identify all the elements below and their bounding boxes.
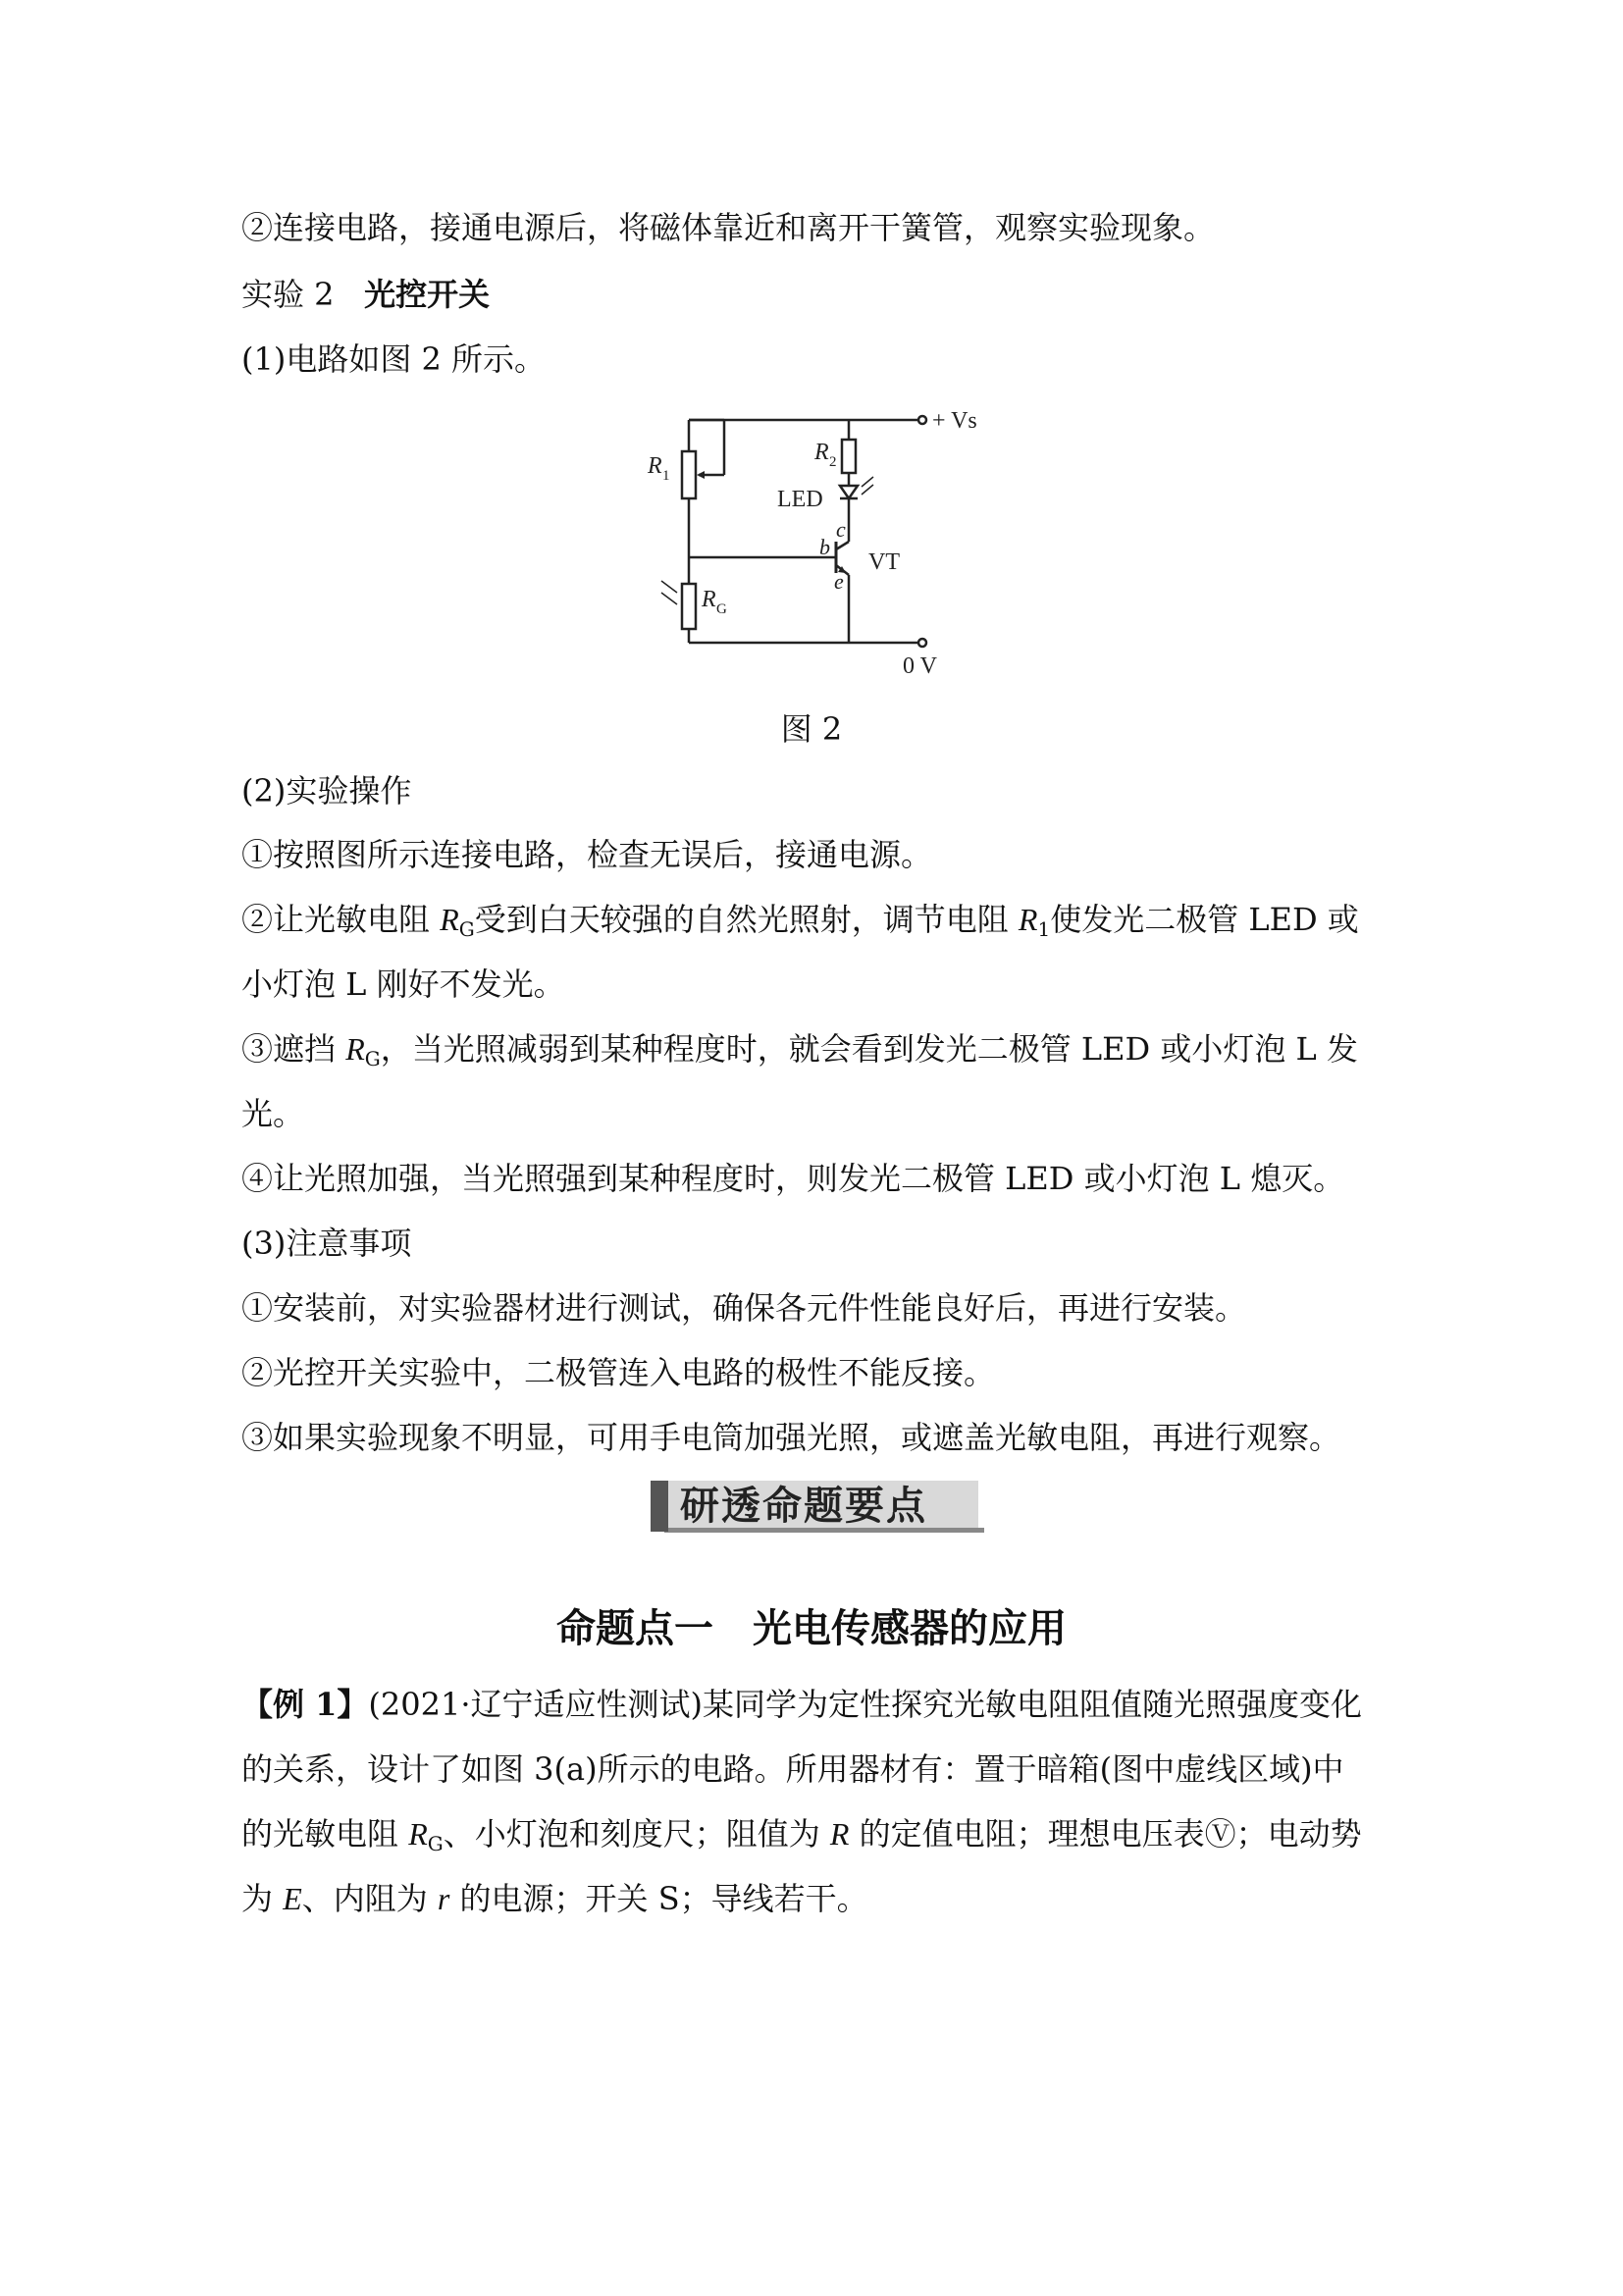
symbol: R (408, 1816, 428, 1852)
subscript: G (364, 1047, 381, 1070)
operation-2-line1 (241, 900, 1359, 949)
collector-label: c (836, 517, 846, 542)
step-1: (1)电路如图 2 所示。 (241, 340, 547, 378)
example-line-1 (241, 1685, 1362, 1724)
r2-resistor (842, 440, 856, 473)
r1-resistor (682, 451, 696, 498)
subscript: G (427, 1832, 444, 1855)
rg-resistor (682, 584, 696, 629)
r1-label: R (648, 453, 662, 479)
section-banner (651, 1477, 979, 1536)
vs-label: + Vs (932, 408, 977, 434)
operation-3-line2: 光。 (241, 1095, 305, 1132)
example-line-2: 的关系，设计了如图 3(a)所示的电路。所用器材有：置于暗箱(图中虚线区域)中 (241, 1750, 1344, 1788)
step-2: (2)实验操作 (241, 772, 412, 809)
led-symbol (840, 486, 858, 498)
operation-2-line2: 小灯泡 L 刚好不发光。 (241, 965, 565, 1003)
example-line-4 (241, 1879, 868, 1918)
banner-bar (651, 1481, 668, 1532)
note-1: ①安装前，对实验器材进行测试，确保各元件性能良好后，再进行安装。 (241, 1289, 1247, 1327)
zero-terminal (918, 639, 926, 647)
note-2: ②光控开关实验中，二极管连入电路的极性不能反接。 (241, 1354, 996, 1391)
rg-label: R (702, 587, 716, 612)
vs-terminal (918, 416, 926, 424)
r1-subscript: 1 (662, 468, 670, 484)
example-line-3 (241, 1814, 1362, 1863)
led-label: LED (777, 487, 823, 512)
operation-4: ④让光照加强，当光照强到某种程度时，则发光二极管 LED 或小灯泡 L 熄灭。 (241, 1160, 1345, 1197)
experiment-title: 光控开关 (364, 276, 491, 313)
symbol: r (437, 1881, 450, 1916)
text: 的定值电阻；理想电压表Ⓥ；电动势 (849, 1815, 1362, 1852)
circuit-diagram (628, 392, 1001, 687)
symbol: R (1018, 902, 1038, 937)
text: ，当光照减弱到某种程度时，就会看到发光二极管 LED 或小灯泡 L 发 (380, 1030, 1358, 1068)
rg-subscript: G (716, 601, 727, 617)
text: 、内阻为 (301, 1880, 438, 1917)
symbol: R (345, 1031, 365, 1067)
subscript: G (458, 917, 475, 941)
r2-subscript: 2 (829, 454, 837, 470)
base-label: b (819, 535, 830, 559)
zero-label: 0 V (903, 653, 937, 679)
step-3: (3)注意事项 (241, 1225, 412, 1262)
experiment-label: 实验 2 (241, 276, 335, 313)
text: 、小灯泡和刻度尺；阻值为 (443, 1815, 830, 1852)
symbol: R (829, 1816, 850, 1852)
text: ②让光敏电阻 (241, 901, 441, 938)
operation-1: ①按照图所示连接电路，检查无误后，接通电源。 (241, 836, 933, 873)
text: 为 (241, 1880, 284, 1917)
example-tag: 【例 1】 (241, 1686, 369, 1723)
banner-title: 研透命题要点 (680, 1484, 927, 1529)
paragraph-step-2: ②连接电路，接通电源后，将磁体靠近和离开干簧管，观察实验现象。 (241, 209, 1216, 246)
text: 受到白天较强的自然光照射，调节电阻 (474, 901, 1019, 938)
symbol: R (440, 902, 459, 937)
text: 的电源；开关 S；导线若干。 (449, 1880, 868, 1917)
text: (2021·辽宁适应性测试)某同学为定性探究光敏电阻阻值随光照强度变化 (368, 1686, 1363, 1723)
figure-caption: 图 2 (780, 710, 843, 748)
experiment-2-heading (241, 275, 490, 314)
r2-label: R (814, 440, 829, 465)
emitter-label: e (834, 569, 844, 594)
section-heading: 命题点一 光电传感器的应用 (556, 1605, 1067, 1651)
vt-label: VT (868, 549, 900, 575)
text: 使发光二极管 LED 或 (1050, 901, 1359, 938)
text: ③遮挡 (241, 1030, 346, 1068)
symbol: E (283, 1881, 302, 1916)
subscript: 1 (1037, 917, 1051, 941)
note-3: ③如果实验现象不明显，可用手电筒加强光照，或遮盖光敏电阻，再进行观察。 (241, 1419, 1341, 1456)
text: 的光敏电阻 (241, 1815, 409, 1852)
operation-3-line1 (241, 1029, 1358, 1078)
